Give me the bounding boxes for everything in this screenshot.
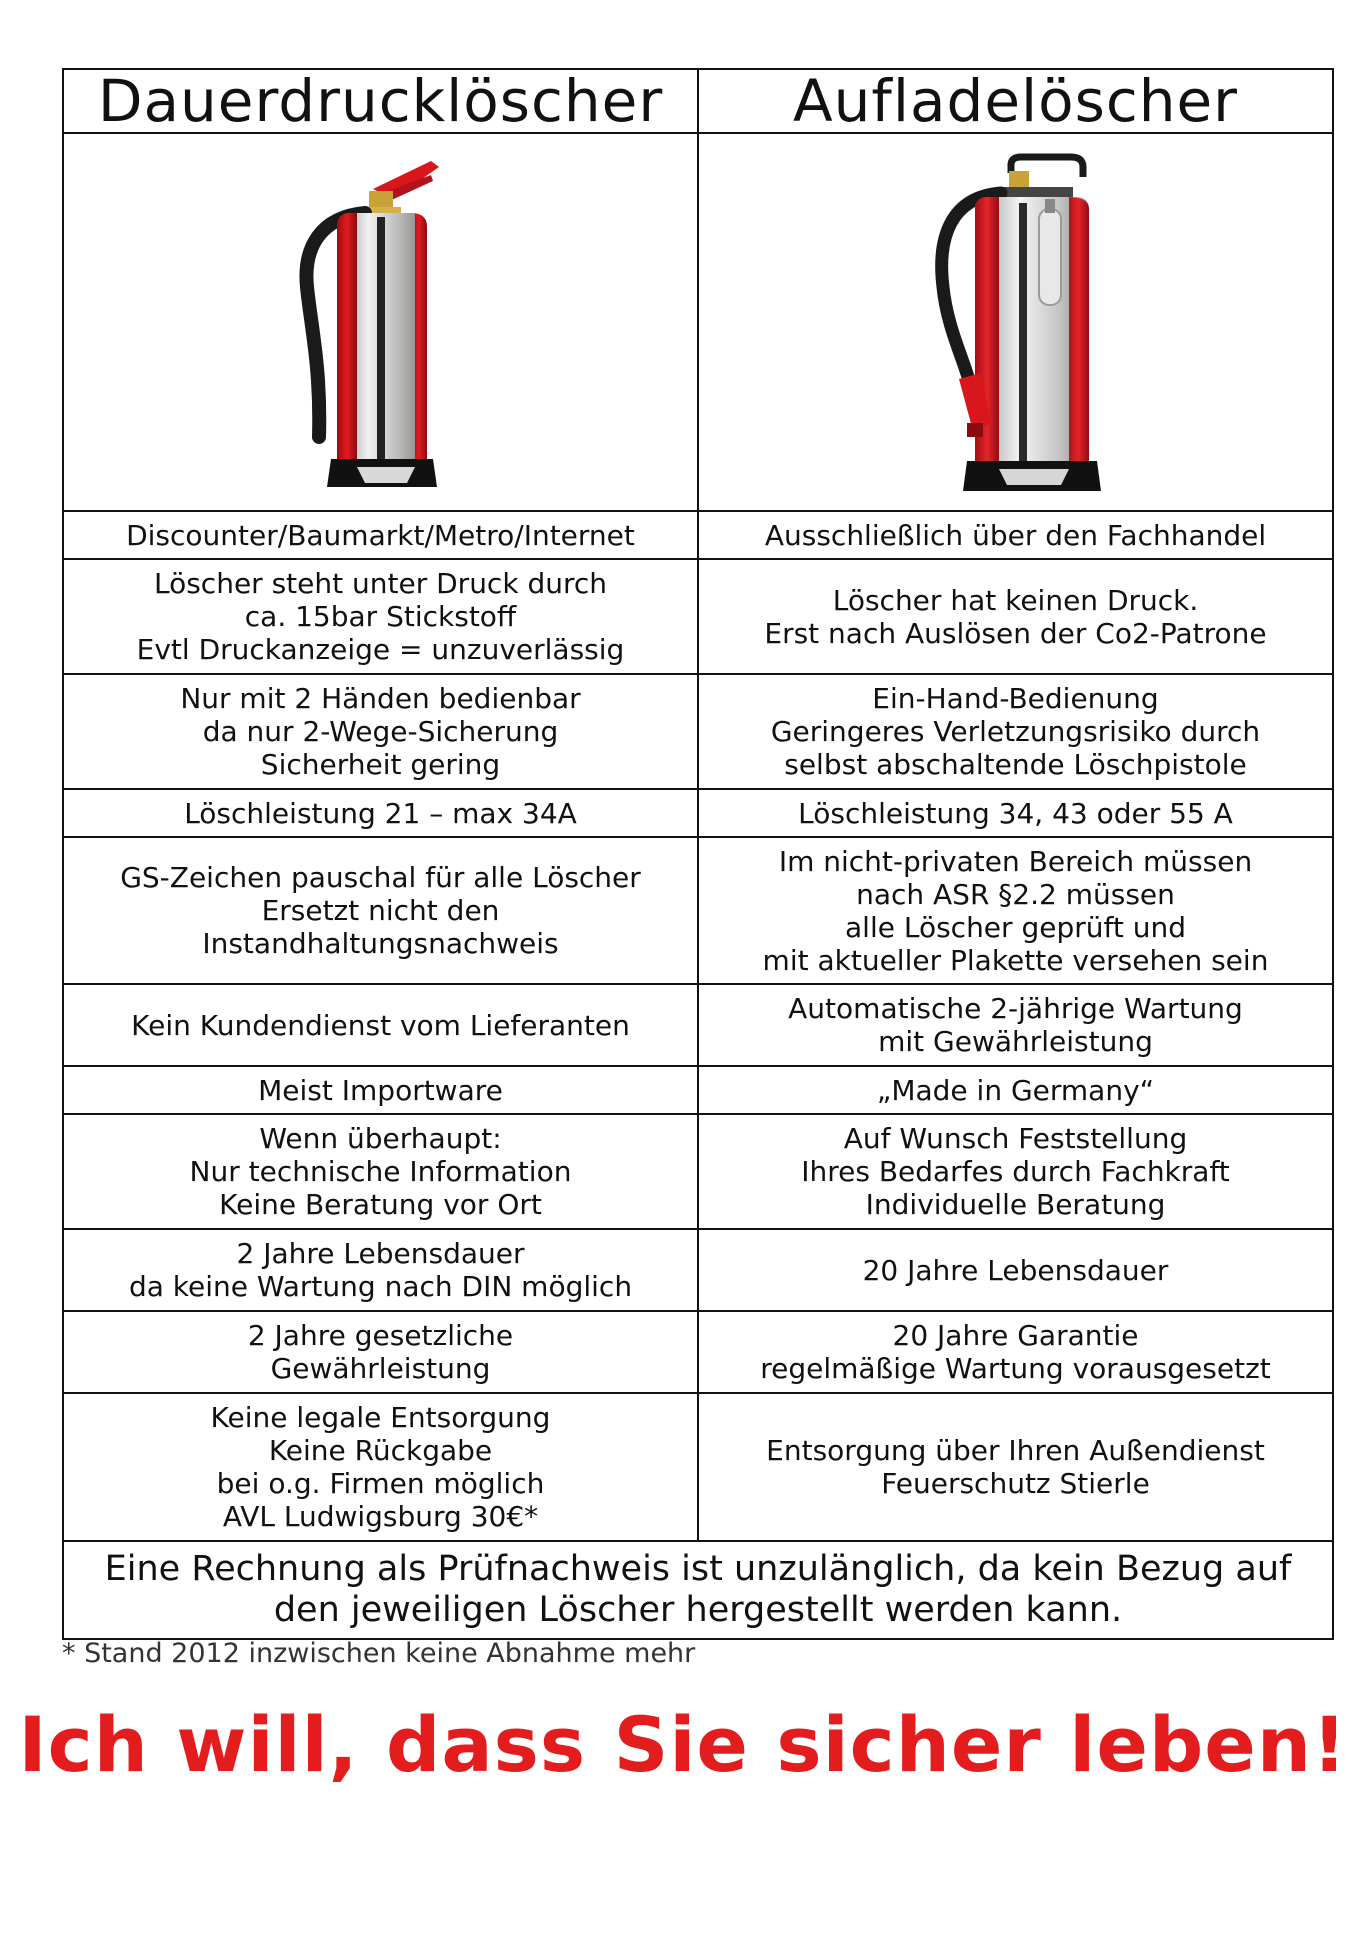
row-11-left: Keine legale Entsorgung Keine Rückgabe bei o.g. Firmen möglich AVL Ludwigsburg 30€* [63,1393,698,1541]
row-7-left: Meist Importware [63,1066,698,1114]
table-row [63,1114,1333,1229]
row-6-right: Automatische 2-jährige Wartung mit Gewährleistung [698,984,1333,1066]
image-cell-left [63,133,698,511]
table-row [63,559,1333,674]
header-right: Aufladelöscher [698,69,1333,133]
comparison-sheet [62,68,1332,1640]
table-row [63,674,1333,789]
header-left: Dauerdrucklöscher [63,69,698,133]
table-row [63,789,1333,837]
row-1-left: Discounter/Baumarkt/Metro/Internet [63,511,698,559]
table-row [63,511,1333,559]
row-5-left: GS-Zeichen pauschal für alle Löscher Ersetzt nicht den Instandhaltungsnachweis [63,837,698,984]
header-row [63,69,1333,133]
image-row [63,133,1333,511]
table-row [63,984,1333,1066]
row-6-left: Kein Kundendienst vom Lieferanten [63,984,698,1066]
table-row [63,837,1333,984]
row-11-right: Entsorgung über Ihren Außendienst Feuerschutz Stierle [698,1393,1333,1541]
footer-note: Eine Rechnung als Prüfnachweis ist unzulänglich, da kein Bezug auf den jeweiligen Löscher hergestellt werden kann. [63,1541,1333,1639]
row-9-left: 2 Jahre Lebensdauer da keine Wartung nach DIN möglich [63,1229,698,1311]
row-1-right: Ausschließlich über den Fachhandel [698,511,1333,559]
fire-extinguisher-stored-pressure-icon [281,147,481,497]
row-10-right: 20 Jahre Garantie regelmäßige Wartung vorausgesetzt [698,1311,1333,1393]
fire-extinguisher-cartridge-icon [911,147,1121,497]
row-3-right: Ein-Hand-Bedienung Geringeres Verletzungsrisiko durch selbst abschaltende Löschpistole [698,674,1333,789]
row-4-right: Löschleistung 34, 43 oder 55 A [698,789,1333,837]
table-row [63,1066,1333,1114]
footer-row [63,1541,1333,1639]
slogan: Ich will, dass Sie sicher leben! [18,1700,1348,1789]
image-cell-right [698,133,1333,511]
row-7-right: „Made in Germany“ [698,1066,1333,1114]
row-2-right: Löscher hat keinen Druck. Erst nach Auslösen der Co2-Patrone [698,559,1333,674]
table-row [63,1311,1333,1393]
row-10-left: 2 Jahre gesetzliche Gewährleistung [63,1311,698,1393]
row-3-left: Nur mit 2 Händen bedienbar da nur 2-Wege-Sicherung Sicherheit gering [63,674,698,789]
row-2-left: Löscher steht unter Druck durch ca. 15bar Stickstoff Evtl Druckanzeige = unzuverlässig [63,559,698,674]
row-4-left: Löschleistung 21 – max 34A [63,789,698,837]
row-9-right: 20 Jahre Lebensdauer [698,1229,1333,1311]
row-8-left: Wenn überhaupt: Nur technische Information Keine Beratung vor Ort [63,1114,698,1229]
row-5-right: Im nicht-privaten Bereich müssen nach ASR §2.2 müssen alle Löscher geprüft und mit aktueller Plakette versehen sein [698,837,1333,984]
row-8-right: Auf Wunsch Feststellung Ihres Bedarfes durch Fachkraft Individuelle Beratung [698,1114,1333,1229]
table-row [63,1229,1333,1311]
comparison-table [62,68,1334,1640]
table-row [63,1393,1333,1541]
footnote: * Stand 2012 inzwischen keine Abnahme mehr [62,1638,696,1669]
